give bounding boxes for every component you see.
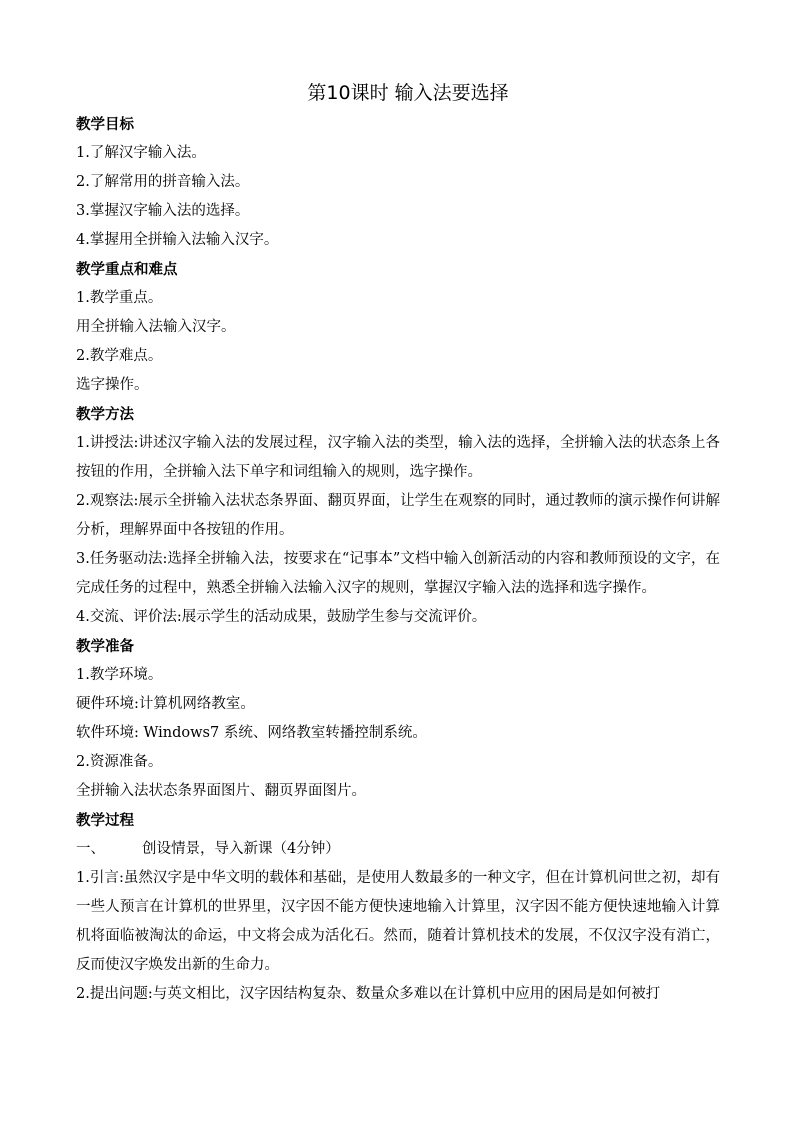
goal-item: 1.了解汉字输入法。 xyxy=(76,145,206,161)
goal-item: 4.掌握用全拼输入法输入汉字。 xyxy=(76,232,279,248)
section-heading-process: 教学过程 xyxy=(76,812,134,829)
section-heading-key-points: 教学重点和难点 xyxy=(76,261,178,278)
step-number: 一、 xyxy=(76,841,105,857)
section-heading-preparation: 教学准备 xyxy=(76,638,134,655)
key-point-item: 2.教学难点。 xyxy=(76,348,163,364)
preparation-item: 软件环境: Windows7 系统、网络教室转播控制系统。 xyxy=(76,725,427,741)
document-page xyxy=(76,76,720,1009)
preparation-item: 2.资源准备。 xyxy=(76,754,163,770)
method-paragraph: 1.讲授法:讲述汉字输入法的发展过程，汉字输入法的类型，输入法的选择，全拼输入法的状态条上各按钮的作用，全拼输入法下单字和词组输入的规则，选字操作。 xyxy=(76,435,720,480)
process-paragraph: 1.引言:虽然汉字是中华文明的载体和基础，是使用人数最多的一种文字，但在计算机问世之初，却有一些人预言在计算机的世界里，汉字因不能方便快速地输入计算里，汉字因不能方便快速地输入计算机将面临被淘汰的命运，中文将会成为活化石。然而，随着计算机技术的发展，不仅汉字没有消亡，反而使汉字焕发出新的生命力。 xyxy=(76,870,720,973)
step-title: 创设情景，导入新课（4分钟） xyxy=(142,841,340,857)
preparation-item: 硬件环境:计算机网络教室。 xyxy=(76,696,255,712)
goal-item: 2.了解常用的拼音输入法。 xyxy=(76,174,250,190)
section-heading-methods: 教学方法 xyxy=(76,406,134,423)
process-paragraph: 2.提出问题:与英文相比，汉字因结构复杂、数量众多难以在计算机中应用的困局是如何被打 xyxy=(76,986,661,1002)
method-paragraph: 4.交流、评价法:展示学生的活动成果，鼓励学生参与交流评价。 xyxy=(76,609,487,625)
key-point-item: 选字操作。 xyxy=(76,377,149,393)
goal-item: 3.掌握汉字输入法的选择。 xyxy=(76,203,250,219)
section-heading-goals: 教学目标 xyxy=(76,116,134,133)
preparation-item: 全拼输入法状态条界面图片、翻页界面图片。 xyxy=(76,783,366,799)
page-title: 第10课时 输入法要选择 xyxy=(307,82,509,104)
method-paragraph: 2.观察法:展示全拼输入法状态条界面、翻页界面，让学生在观察的同时，通过教师的演示操作何讲解分析，理解界面中各按钮的作用。 xyxy=(76,493,720,538)
preparation-item: 1.教学环境。 xyxy=(76,667,163,683)
process-step-one xyxy=(76,835,720,864)
method-paragraph: 3.任务驱动法:选择全拼输入法，按要求在“记事本”文档中输入创新活动的内容和教师预设的文字，在完成任务的过程中，熟悉全拼输入法输入汉字的规则，掌握汉字输入法的选择和选字操作。 xyxy=(76,551,720,596)
key-point-item: 用全拼输入法输入汉字。 xyxy=(76,319,236,335)
key-point-item: 1.教学重点。 xyxy=(76,290,163,306)
